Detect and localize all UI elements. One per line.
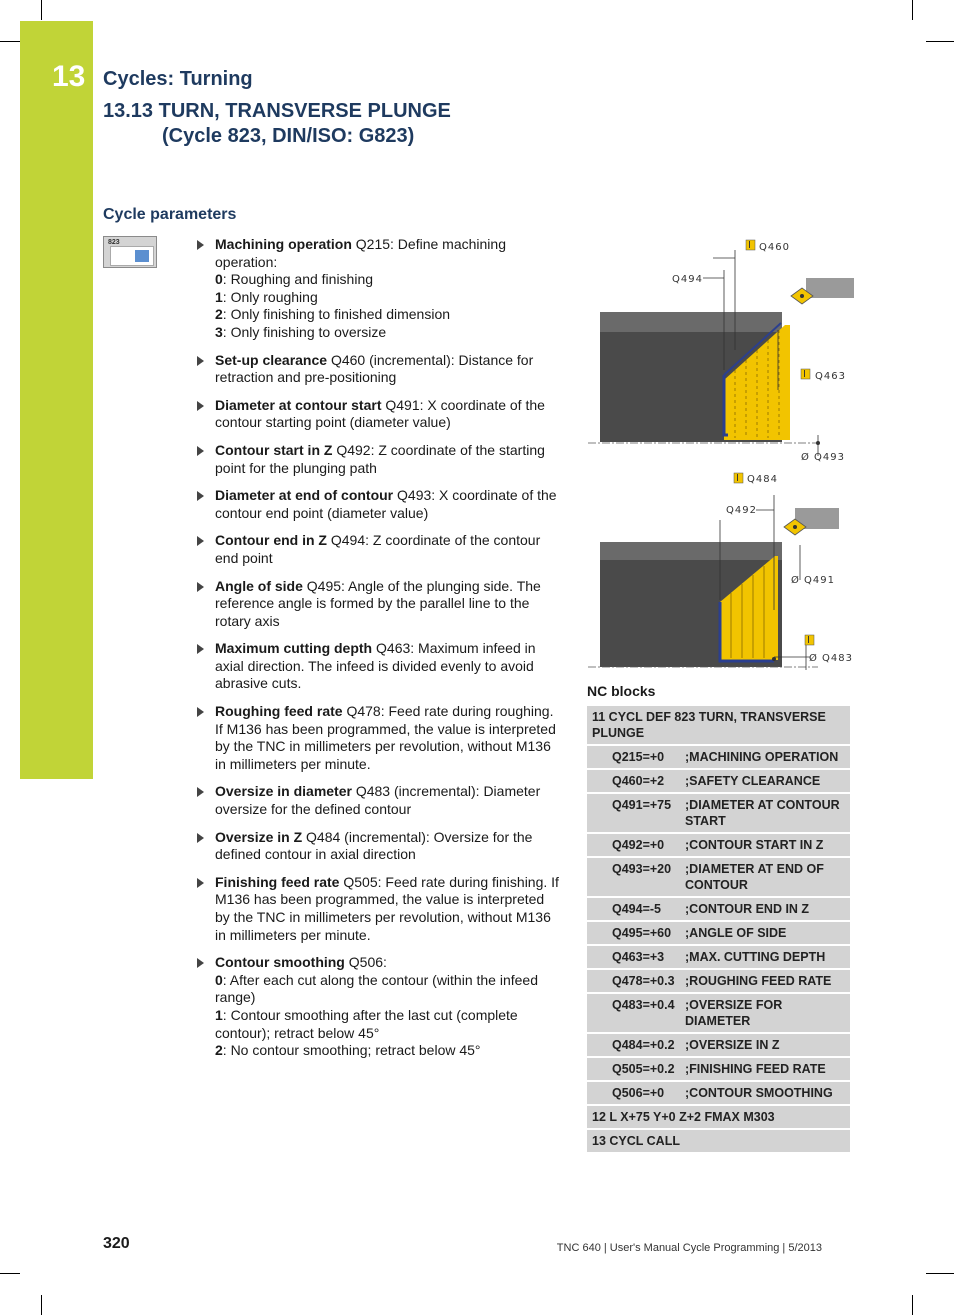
nc-param: Q483=+0.4 xyxy=(612,998,675,1012)
option-value: 0 xyxy=(215,971,223,988)
crop-mark xyxy=(41,1295,42,1315)
parameter-description: Q215: Define machining operation: xyxy=(215,236,506,270)
arrow-right-icon xyxy=(197,356,204,366)
nc-block-row: 13 CYCL CALL xyxy=(587,1130,850,1154)
marker-i: I xyxy=(807,635,811,646)
label-q460: Q460 xyxy=(759,242,790,253)
nc-comment: ;CONTOUR END IN Z xyxy=(685,902,810,916)
nc-param: Q478=+0.3 xyxy=(612,974,675,988)
parameter-name: Contour end in Z xyxy=(215,532,327,549)
nc-param: Q505=+0.2 xyxy=(612,1062,675,1076)
parameter-description: Q463: Maximum infeed in axial direction. The infeed is divided evenly to avoid abrasive cuts. xyxy=(215,640,536,692)
section-title-line1: 13.13 TURN, TRANSVERSE PLUNGE xyxy=(103,100,451,122)
parameter-description: Q506: xyxy=(344,954,387,971)
option-value: 1 xyxy=(215,288,223,305)
arrow-right-icon xyxy=(197,787,204,797)
nc-comment: ;MACHINING OPERATION xyxy=(685,750,839,764)
parameter-item xyxy=(196,874,560,944)
parameter-description: : Contour smoothing after the last cut (complete contour); retract below 45° xyxy=(215,1006,518,1041)
parameter-description: Q494: Z coordinate of the contour end point xyxy=(215,532,541,566)
label-q493: Ø Q493 xyxy=(801,452,846,463)
parameter-name: Diameter at end of contour xyxy=(215,487,394,504)
nc-param: Q495=+60 xyxy=(612,926,672,940)
crop-mark xyxy=(926,41,954,42)
page-number: 320 xyxy=(103,1235,130,1252)
diagram-bottom xyxy=(588,473,853,670)
label-q494: Q494 xyxy=(672,274,703,285)
parameter-item xyxy=(196,442,560,477)
nc-block-row xyxy=(587,1082,850,1106)
arrow-right-icon xyxy=(197,446,204,456)
crop-mark xyxy=(926,1273,954,1274)
nc-param: Q492=+0 xyxy=(612,838,665,852)
parameter-description: : Only finishing to finished dimension xyxy=(222,306,451,323)
footer-text: TNC 640 | User's Manual Cycle Programming | 5/2013 xyxy=(556,1242,822,1254)
chapter-tab xyxy=(20,21,93,779)
marker-i: I xyxy=(803,369,807,380)
nc-block-row xyxy=(587,794,850,834)
parameter-item xyxy=(196,352,560,387)
label-q483: Ø Q483 xyxy=(809,653,854,664)
crop-mark xyxy=(912,0,913,20)
option-value: 3 xyxy=(215,323,223,340)
parameter-name: Contour smoothing xyxy=(215,954,345,971)
diagram-top xyxy=(588,240,854,463)
label-q463: Q463 xyxy=(815,371,846,382)
crop-mark xyxy=(0,41,20,42)
parameter-item xyxy=(196,532,560,567)
parameter-description: : No contour smoothing; retract below 45° xyxy=(222,1042,481,1059)
nc-comment: ;FINISHING FEED RATE xyxy=(685,1062,826,1076)
parameter-name: Machining operation xyxy=(215,236,352,252)
label-q492: Q492 xyxy=(726,505,757,516)
cycle-diagram xyxy=(588,230,854,690)
parameter-name: Oversize in diameter xyxy=(215,783,352,800)
parameter-name: Oversize in Z xyxy=(215,828,303,845)
parameter-description: Q495: Angle of the plunging side. The reference angle is formed by the parallel line to the rotary axis xyxy=(215,577,541,629)
nc-comment: ;ANGLE OF SIDE xyxy=(685,926,787,940)
nc-comment: ;DIAMETER AT END OF CONTOUR xyxy=(685,862,824,892)
nc-comment: ;CONTOUR START IN Z xyxy=(685,838,824,852)
arrow-right-icon xyxy=(197,707,204,717)
marker-i: I xyxy=(748,240,752,251)
nc-comment: ;DIAMETER AT CONTOUR START xyxy=(685,798,840,828)
nc-block-row: 11 CYCL DEF 823 TURN, TRANSVERSE PLUNGE xyxy=(587,706,850,746)
parameter-item xyxy=(196,236,560,342)
nc-block-row xyxy=(587,994,850,1034)
section-title-line2: (Cycle 823, DIN/ISO: G823) xyxy=(162,125,415,147)
nc-block-row xyxy=(587,858,850,898)
parameter-description: : After each cut along the contour (within the infeed range) xyxy=(215,971,538,1006)
nc-block-row xyxy=(587,1058,850,1082)
parameter-name: Contour start in Z xyxy=(215,441,333,458)
parameter-description: : Roughing and finishing xyxy=(222,271,374,288)
nc-block-row xyxy=(587,898,850,922)
arrow-right-icon xyxy=(197,491,204,501)
arrow-right-icon xyxy=(197,582,204,592)
label-q484: Q484 xyxy=(747,474,778,485)
arrow-right-icon xyxy=(197,878,204,888)
parameter-name: Angle of side xyxy=(215,577,303,594)
nc-block-row xyxy=(587,970,850,994)
nc-block-row xyxy=(587,1034,850,1058)
nc-param: Q463=+3 xyxy=(612,950,665,964)
nc-block-row xyxy=(587,770,850,794)
cycle-823-softkey xyxy=(103,236,157,268)
nc-block-row xyxy=(587,922,850,946)
parameter-item xyxy=(196,578,560,631)
chapter-number: 13 xyxy=(52,60,86,93)
parameter-name: Roughing feed rate xyxy=(215,703,343,720)
parameter-description: Q493: X coordinate of the contour end point (diameter value) xyxy=(215,487,557,521)
parameter-description: Q478: Feed rate during roughing. If M136 has been programmed, the value is interpreted by the TNC in millimeters per revolution, without M136 in millimeters per minute. xyxy=(215,703,556,772)
arrow-right-icon xyxy=(197,644,204,654)
nc-comment: ;OVERSIZE FOR DIAMETER xyxy=(685,998,783,1028)
option-value: 2 xyxy=(215,306,223,323)
crop-mark xyxy=(912,1295,913,1315)
nc-comment: ;ROUGHING FEED RATE xyxy=(685,974,832,988)
nc-comment: ;CONTOUR SMOOTHING xyxy=(685,1086,833,1100)
parameter-description: Q483 (incremental): Diameter oversize for the defined contour xyxy=(215,783,541,818)
parameter-description: : Only roughing xyxy=(222,288,318,305)
nc-block-row xyxy=(587,834,850,858)
nc-comment: ;OVERSIZE IN Z xyxy=(685,1038,780,1052)
parameter-item xyxy=(196,829,560,864)
marker-i: I xyxy=(736,473,740,484)
nc-param: Q484=+0.2 xyxy=(612,1038,675,1052)
arrow-right-icon xyxy=(197,958,204,968)
parameter-description: Q491: X coordinate of the contour starting point (diameter value) xyxy=(215,396,545,431)
nc-param: Q491=+75 xyxy=(612,798,672,812)
parameter-description: Q492: Z coordinate of the starting point for the plunging path xyxy=(215,441,545,476)
nc-blocks-table xyxy=(587,706,850,1154)
nc-param: Q506=+0 xyxy=(612,1086,665,1100)
option-value: 1 xyxy=(215,1006,223,1023)
parameter-description: : Only finishing to oversize xyxy=(222,323,387,340)
parameter-description: Q505: Feed rate during finishing. If M136 has been programmed, the value is interpreted by the TNC in millimeters per revolution, without M136 in millimeters per minute. xyxy=(215,873,559,943)
chapter-title: Cycles: Turning xyxy=(103,68,253,90)
turning-tool xyxy=(806,278,854,298)
section-title xyxy=(103,99,451,149)
option-value: 2 xyxy=(215,1042,223,1059)
parameter-item xyxy=(196,703,560,773)
softkey-graphic xyxy=(110,246,154,266)
nc-block-row xyxy=(587,746,850,770)
parameter-name: Set-up clearance xyxy=(215,351,328,368)
parameter-description: Q484 (incremental): Oversize for the defined contour in axial direction xyxy=(215,828,533,863)
parameter-item xyxy=(196,487,560,522)
nc-param: Q494=-5 xyxy=(612,902,661,916)
nc-block-row: 12 L X+75 Y+0 Z+2 FMAX M303 xyxy=(587,1106,850,1130)
softkey-label: 823 xyxy=(108,239,120,246)
parameter-description: Q460 (incremental): Distance for retraction and pre-positioning xyxy=(215,351,534,386)
label-q491: Ø Q491 xyxy=(791,575,836,586)
nc-blocks-heading: NC blocks xyxy=(587,683,656,699)
nc-param: Q493=+20 xyxy=(612,862,672,876)
crop-mark xyxy=(41,0,42,20)
cycle-parameters-heading: Cycle parameters xyxy=(103,206,237,223)
parameter-item xyxy=(196,397,560,432)
arrow-right-icon xyxy=(197,833,204,843)
nc-param: Q460=+2 xyxy=(612,774,665,788)
nc-comment: ;SAFETY CLEARANCE xyxy=(685,774,821,788)
arrow-right-icon xyxy=(197,240,204,250)
parameter-name: Maximum cutting depth xyxy=(215,640,373,657)
arrow-right-icon xyxy=(197,401,204,411)
arrow-right-icon xyxy=(197,536,204,546)
parameter-name: Finishing feed rate xyxy=(215,873,340,890)
nc-block-row xyxy=(587,946,850,970)
parameter-list xyxy=(196,236,560,1070)
nc-comment: ;MAX. CUTTING DEPTH xyxy=(685,950,826,964)
parameter-item xyxy=(196,640,560,693)
parameter-item xyxy=(196,783,560,818)
parameter-name: Diameter at contour start xyxy=(215,396,382,413)
parameter-item xyxy=(196,954,560,1060)
nc-param: Q215=+0 xyxy=(612,750,665,764)
crop-mark xyxy=(0,1273,20,1274)
option-value: 0 xyxy=(215,271,223,288)
